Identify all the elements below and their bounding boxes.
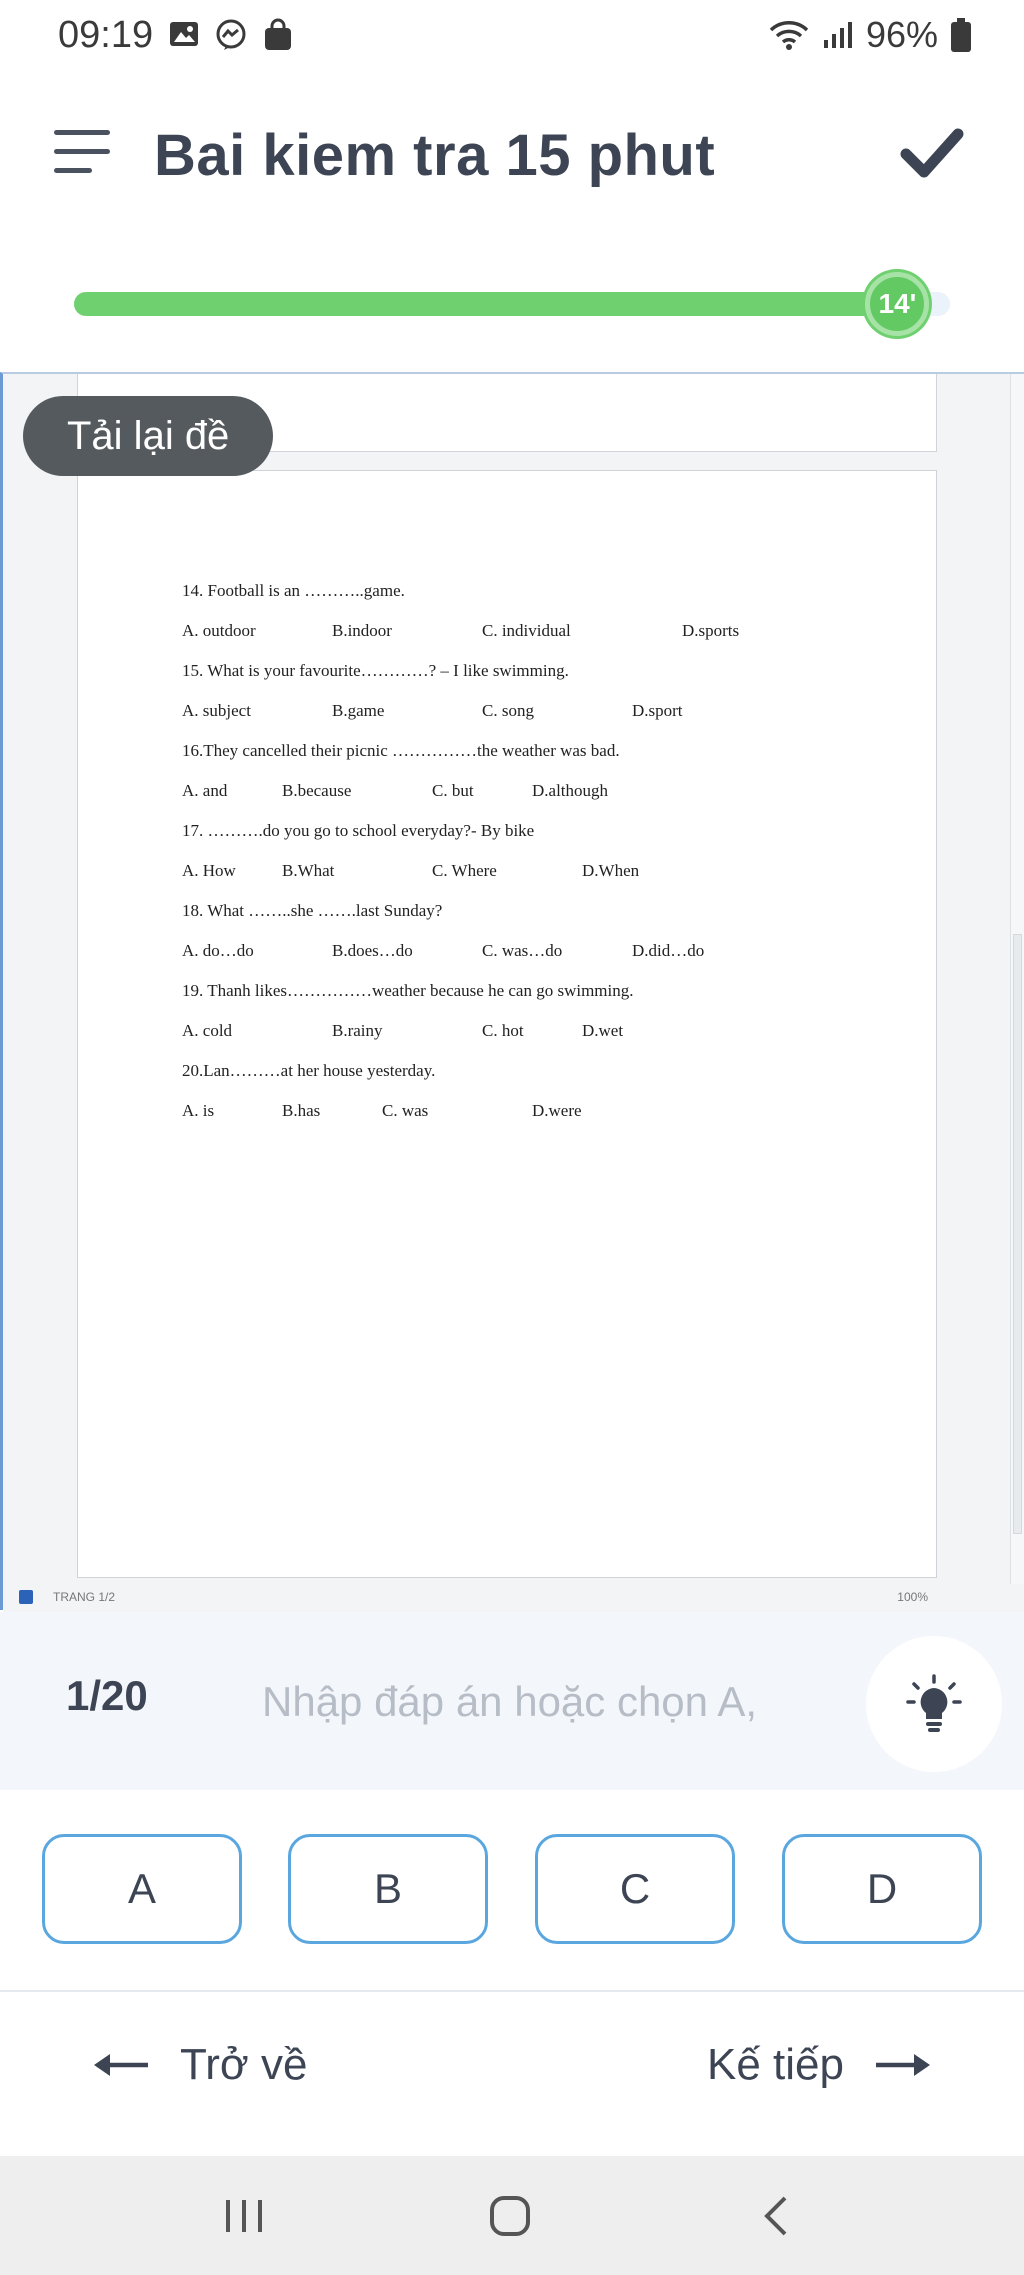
option-text: C. was…do xyxy=(482,941,563,960)
question-options xyxy=(182,1011,902,1051)
question-options xyxy=(182,851,902,891)
word-doc-icon xyxy=(19,1590,33,1604)
system-navigation-bar xyxy=(0,2156,1024,2275)
battery-icon xyxy=(950,17,972,53)
timer-label: 14' xyxy=(878,288,917,319)
arrow-right-icon xyxy=(874,2050,930,2080)
option-text: B.because xyxy=(282,781,352,800)
option-text: B.has xyxy=(282,1101,321,1120)
page-indicator: TRANG 1/2 xyxy=(53,1590,116,1604)
choice-a-button[interactable]: A xyxy=(42,1834,242,1944)
option-text: A. do…do xyxy=(182,941,254,960)
timer-progress-fill xyxy=(74,292,897,316)
option-text: C. hot xyxy=(482,1021,524,1040)
option-text: C. individual xyxy=(482,621,571,640)
option-text: B.does…do xyxy=(332,941,413,960)
zoom-level: 100% xyxy=(897,1590,928,1604)
back-label: Trở về xyxy=(180,2040,308,2089)
option-text: B.What xyxy=(282,861,335,880)
shopping-bag-icon xyxy=(262,18,294,52)
signal-icon xyxy=(822,20,854,50)
question-options xyxy=(182,611,902,651)
question-options xyxy=(182,1091,902,1131)
page-title: Bai kiem tra 15 phut xyxy=(154,123,716,188)
question-text: 15. What is your favourite…………? – I like swimming. xyxy=(182,661,569,680)
hamburger-menu-icon[interactable] xyxy=(54,130,110,176)
viewer-scrollbar[interactable] xyxy=(1010,374,1024,1584)
wifi-icon xyxy=(768,19,810,51)
question-text: 16.They cancelled their picnic ……………the weather was bad. xyxy=(182,741,620,760)
viewer-footer xyxy=(3,1584,1024,1612)
choice-d-button[interactable]: D xyxy=(782,1834,982,1944)
option-text: A. How xyxy=(182,861,236,880)
option-text: A. is xyxy=(182,1101,215,1120)
answer-input[interactable] xyxy=(262,1652,822,1752)
back-button[interactable] xyxy=(94,2040,307,2090)
choice-b-button[interactable]: B xyxy=(288,1834,488,1944)
question-options xyxy=(182,691,902,731)
question-counter: 1/20 xyxy=(66,1672,148,1719)
option-text: B.game xyxy=(332,701,385,720)
option-text: C. song xyxy=(482,701,534,720)
question-navigation xyxy=(0,2030,1024,2120)
choice-buttons xyxy=(0,1834,1024,1946)
answer-bar xyxy=(0,1612,1024,1790)
timer-progress xyxy=(74,288,950,319)
option-text: D.wet xyxy=(582,1021,624,1040)
app-header xyxy=(0,90,1024,220)
status-system-icons xyxy=(768,14,972,56)
question-text: 19. Thanh likes……………weather because he can go swimming. xyxy=(182,981,634,1000)
option-text: D.did…do xyxy=(632,941,705,960)
hint-button[interactable] xyxy=(866,1636,1002,1772)
next-button[interactable] xyxy=(707,2040,930,2090)
home-icon xyxy=(488,2194,532,2238)
question-text: 17. ……….do you go to school everyday?- By bike xyxy=(182,821,535,840)
question-text: 20.Lan………at her house yesterday. xyxy=(182,1061,436,1080)
check-icon[interactable] xyxy=(900,124,964,182)
option-text: A. outdoor xyxy=(182,621,256,640)
option-text: D.although xyxy=(532,781,609,800)
messenger-icon xyxy=(214,18,248,52)
option-text: D.were xyxy=(532,1101,582,1120)
option-text: D.When xyxy=(582,861,640,880)
option-text: A. subject xyxy=(182,701,251,720)
option-text: A. and xyxy=(182,781,228,800)
home-button[interactable] xyxy=(450,2156,570,2275)
question-options xyxy=(182,771,902,811)
question-text: 14. Football is an ………..game. xyxy=(182,581,405,600)
lightbulb-icon xyxy=(906,1674,962,1734)
recent-apps-button[interactable] xyxy=(184,2156,304,2275)
next-label: Kế tiếp xyxy=(707,2040,844,2089)
system-back-button[interactable] xyxy=(716,2156,836,2275)
choice-c-button[interactable]: C xyxy=(535,1834,735,1944)
option-text: C. Where xyxy=(432,861,497,880)
timer-knob xyxy=(865,272,929,336)
document-page xyxy=(77,470,937,1578)
question-text: 18. What ……..she …….last Sunday? xyxy=(182,901,443,920)
recent-apps-icon xyxy=(222,2196,266,2236)
option-text: D.sports xyxy=(682,621,740,640)
status-bar xyxy=(0,0,1024,72)
status-time: 09:19 xyxy=(58,14,154,56)
option-text: D.sport xyxy=(632,701,683,720)
document-viewer[interactable] xyxy=(0,372,1024,1610)
option-text: B.rainy xyxy=(332,1021,383,1040)
back-chevron-icon xyxy=(761,2194,791,2238)
question-options xyxy=(182,931,902,971)
gallery-icon xyxy=(168,18,200,50)
battery-percent: 96% xyxy=(865,14,938,55)
option-text: A. cold xyxy=(182,1021,233,1040)
status-notification-icons xyxy=(168,18,294,52)
option-text: C. was xyxy=(382,1101,429,1120)
arrow-left-icon xyxy=(94,2050,150,2080)
reload-exam-button[interactable]: Tải lại đề xyxy=(23,396,273,476)
option-text: B.indoor xyxy=(332,621,392,640)
divider xyxy=(0,1990,1024,1992)
question-list xyxy=(182,571,902,1131)
option-text: C. but xyxy=(432,781,474,800)
